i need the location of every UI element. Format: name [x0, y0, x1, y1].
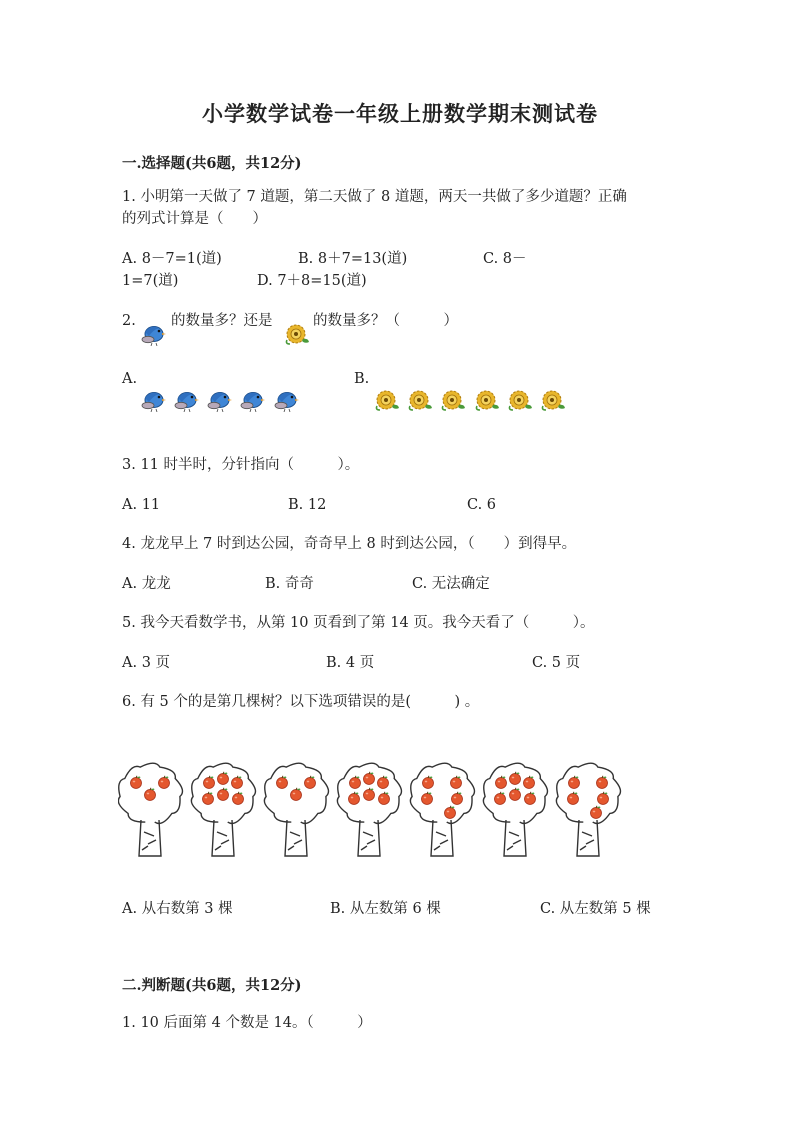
q2-number: 2. — [122, 313, 136, 329]
q5-option-a: A. 3 页 — [122, 655, 171, 671]
tree-trunk — [431, 820, 453, 856]
q5-option-c: C. 5 页 — [532, 655, 581, 671]
q6-text: 6. 有 5 个的是第几棵树？以下选项错误的是( ) 。 — [122, 694, 480, 710]
q2-option-a: A. — [122, 371, 138, 387]
tree-trunk — [139, 820, 161, 856]
bird-icon — [139, 388, 167, 412]
q1-option-d: D. 7＋8=15(道) — [257, 273, 367, 289]
q3-text: 3. 11 时半时，分针指向（ ）。 — [122, 457, 360, 473]
apple-tree — [483, 763, 547, 856]
q4-text: 4. 龙龙早上 7 时到达公园，奇奇早上 8 时到达公园，（ ）到得早。 — [122, 536, 577, 552]
q1-option-c: C. 8－ — [483, 251, 527, 267]
q4-option-b: B. 奇奇 — [265, 576, 314, 592]
q5-text: 5. 我今天看数学书，从第 10 页看到了第 14 页。我今天看了（ ）。 — [122, 615, 595, 631]
q1-line-1: 1. 小明第一天做了 7 道题，第二天做了 8 道题，两天一共做了多少道题？正确 — [122, 189, 627, 205]
q6-option-c: C. 从左数第 5 棵 — [540, 901, 651, 917]
sunflower-icon — [439, 388, 467, 412]
q6-option-b: B. 从左数第 6 棵 — [330, 901, 441, 917]
q4-option-c: C. 无法确定 — [412, 576, 490, 592]
sunflower-icon — [406, 388, 434, 412]
sunflower-icon — [373, 388, 401, 412]
q3-option-c: C. 6 — [467, 497, 497, 513]
apple-tree — [410, 763, 474, 856]
q1-option-c-continued: 1=7(道) — [122, 273, 179, 289]
sunflower-icon — [539, 388, 567, 412]
q2-option-b: B. — [354, 371, 370, 387]
bird-icon — [139, 322, 167, 346]
tree-trunk — [212, 820, 234, 856]
q5-option-b: B. 4 页 — [326, 655, 375, 671]
q1-line-2: 的列式计算是（ ） — [122, 211, 267, 227]
sunflower-icon — [473, 388, 501, 412]
apple-tree — [556, 763, 620, 856]
bird-icon — [238, 388, 266, 412]
apple-tree — [264, 763, 328, 856]
q4-option-a: A. 龙龙 — [122, 576, 171, 592]
apple-tree — [337, 763, 401, 856]
s2-q1-text: 1. 10 后面第 4 个数是 14。（ ） — [122, 1015, 372, 1031]
tree-canopy — [556, 763, 620, 823]
tree-trunk — [577, 820, 599, 856]
tree-trunk — [504, 820, 526, 856]
section-2-heading: 二.判断题(共6题，共12分) — [122, 977, 302, 994]
bird-icon — [172, 388, 200, 412]
tree-trunk — [285, 820, 307, 856]
section-1-heading: 一.选择题(共6题，共12分) — [122, 155, 302, 172]
q6-option-a: A. 从右数第 3 棵 — [122, 901, 233, 917]
sunflower-icon — [506, 388, 534, 412]
bird-icon — [205, 388, 233, 412]
q2-text-middle: 的数量多？还是 — [171, 313, 273, 329]
tree-trunk — [358, 820, 380, 856]
q1-option-b: B. 8＋7=13(道) — [298, 251, 408, 267]
q1-option-a: A. 8－7=1(道) — [122, 251, 222, 267]
sunflower-icon — [283, 322, 311, 346]
apple-trees-illustration — [118, 752, 638, 862]
page-title: 小学数学试卷一年级上册数学期末测试卷 — [202, 101, 598, 126]
apple-tree — [118, 763, 182, 856]
q3-option-b: B. 12 — [288, 497, 327, 513]
apple-tree — [191, 763, 255, 856]
bird-icon — [272, 388, 300, 412]
q3-option-a: A. 11 — [122, 497, 161, 513]
tree-canopy — [410, 763, 474, 823]
q2-text-end: 的数量多？（ ） — [313, 313, 458, 329]
